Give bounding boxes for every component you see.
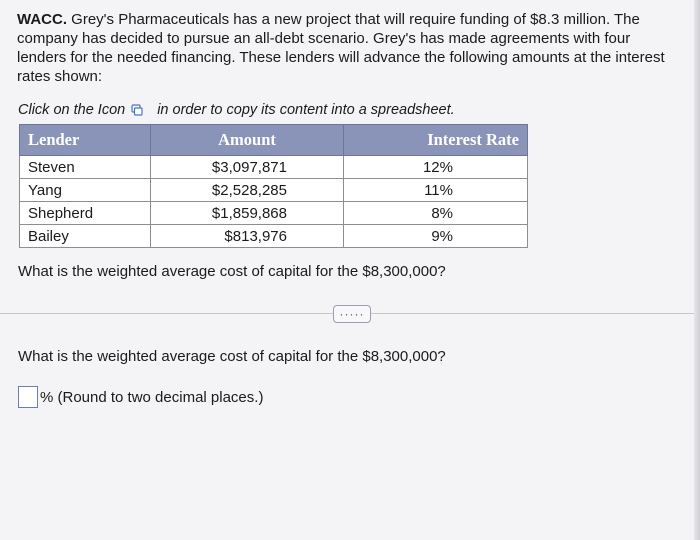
expand-dots-icon: ····· <box>339 307 365 321</box>
table-row <box>20 225 528 248</box>
lender-name: Steven <box>20 156 151 179</box>
problem-title: WACC. <box>17 11 67 28</box>
problem-text: Grey's Pharmaceuticals has a new project that will require funding of $8.3 million. The company has decided to pursue an all-debt scenario. Grey's has made agreements with four lenders for the needed financing. These lenders will advance the following amounts at the interest rates shown: <box>17 11 665 85</box>
expand-button[interactable] <box>333 305 371 323</box>
copy-instruction-before: Click on the Icon <box>18 102 126 118</box>
table-row <box>20 179 528 202</box>
table-row <box>20 156 528 179</box>
table-row <box>20 202 528 225</box>
answer-suffix: % (Round to two decimal places.) <box>40 388 264 406</box>
lender-table <box>19 124 528 248</box>
question-top: What is the weighted average cost of capital for the $8,300,000? <box>18 263 446 280</box>
lender-rate: 9% <box>344 225 528 248</box>
lender-rate: 12% <box>344 156 528 179</box>
copy-icon[interactable] <box>131 104 143 116</box>
window-edge <box>694 0 700 540</box>
header-lender: Lender <box>20 125 151 156</box>
lender-rate: 11% <box>344 179 528 202</box>
lender-rate: 8% <box>344 202 528 225</box>
lender-amount: $3,097,871 <box>151 156 344 179</box>
lender-amount: $1,859,868 <box>151 202 344 225</box>
problem-statement <box>17 10 677 86</box>
lender-name: Bailey <box>20 225 151 248</box>
lender-name: Yang <box>20 179 151 202</box>
header-interest-rate: Interest Rate <box>344 125 528 156</box>
question-bottom: What is the weighted average cost of capital for the $8,300,000? <box>18 348 446 365</box>
answer-input[interactable] <box>18 386 38 408</box>
table-header-row <box>20 125 528 156</box>
copy-instruction-after: in order to copy its content into a spreadsheet. <box>157 102 455 118</box>
lender-amount: $2,528,285 <box>151 179 344 202</box>
copy-instruction <box>18 102 455 118</box>
header-amount: Amount <box>151 125 344 156</box>
answer-row <box>18 386 263 408</box>
lender-amount: $813,976 <box>151 225 344 248</box>
lender-name: Shepherd <box>20 202 151 225</box>
